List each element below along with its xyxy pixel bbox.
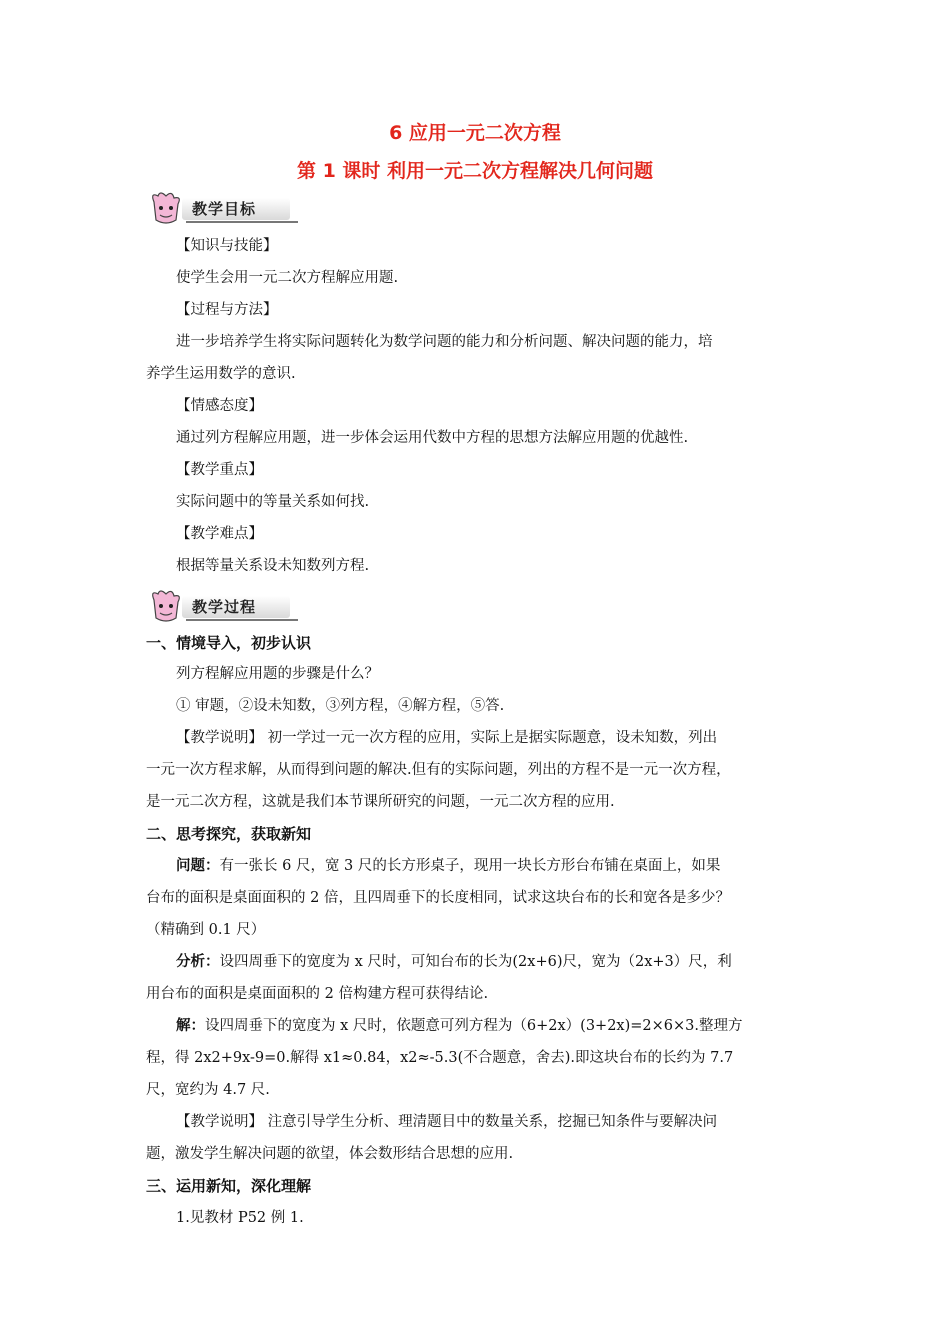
process-banner-label: 教学过程 <box>182 596 290 618</box>
banner-divider <box>186 221 298 223</box>
analysis-text: 设四周垂下的宽度为 x 尺时，可知台布的长为(2x+6)尺，宽为（2x+3）尺，利 <box>219 954 732 970</box>
solution-line <box>176 1016 743 1036</box>
goals-line: 通过列方程解应用题，进一步体会运用代数中方程的思想方法解应用题的优越性. <box>176 430 689 446</box>
paragraph-line: 【教学说明】 初一学过一元一次方程的应用，实际上是据实际题意，设未知数，列出 <box>176 730 718 746</box>
goals-banner-label: 教学目标 <box>182 198 290 220</box>
process-banner <box>146 588 296 628</box>
analysis-line <box>176 952 732 972</box>
main-title: 6 应用一元二次方程 <box>389 122 561 144</box>
sub-title: 第 1 课时 利用一元二次方程解决几何问题 <box>296 160 654 182</box>
note-line: 题，激发学生解决问题的欲望，体会数形结合思想的应用. <box>146 1146 514 1162</box>
section-heading: 一、情境导入，初步认识 <box>146 634 312 652</box>
solution-line: 尺，宽约为 4.7 尺. <box>146 1082 270 1098</box>
solution-label: 解： <box>176 1017 205 1034</box>
goals-line: 【过程与方法】 <box>176 302 278 318</box>
paragraph-line: 列方程解应用题的步骤是什么？ <box>176 666 379 682</box>
cartoon-icon <box>146 190 186 230</box>
goals-banner <box>146 190 296 230</box>
analysis-label: 分析： <box>176 953 220 970</box>
goals-line: 根据等量关系设未知数列方程. <box>176 558 370 574</box>
paragraph-line: ① 审题，②设未知数，③列方程，④解方程，⑤答. <box>176 698 505 714</box>
goals-line: 使学生会用一元二次方程解应用题. <box>176 270 399 286</box>
paragraph-line: 一元一次方程求解，从而得到问题的解决.但有的实际问题，列出的方程不是一元一次方程， <box>146 762 731 778</box>
solution-text: 设四周垂下的宽度为 x 尺时，依题意可列方程为（6+2x）(3+2x)=2×6×3.整理方 <box>205 1018 743 1034</box>
problem-line: （精确到 0.1 尺） <box>146 922 266 938</box>
note-line: 【教学说明】 注意引导学生分析、理清题目中的数量关系，挖掘已知条件与要解决问 <box>176 1114 718 1130</box>
cartoon-icon <box>146 588 186 628</box>
problem-text: 有一张长 6 尺，宽 3 尺的长方形桌子，现用一块长方形台布铺在桌面上，如果 <box>219 858 721 874</box>
goals-line: 养学生运用数学的意识. <box>146 366 296 382</box>
problem-label: 问题： <box>176 857 220 874</box>
section-heading: 三、运用新知，深化理解 <box>146 1177 312 1195</box>
section-heading: 二、思考探究，获取新知 <box>146 825 312 843</box>
problem-line: 台布的面积是桌面面积的 2 倍，且四周垂下的长度相同，试求这块台布的长和宽各是多少？ <box>146 890 730 906</box>
solution-line: 程，得 2x2+9x-9=0.解得 x1≈0.84，x2≈-5.3(不合题意，舍去).即这块台布的长约为 7.7 <box>146 1050 734 1066</box>
goals-line: 实际问题中的等量关系如何找. <box>176 494 370 510</box>
goals-line: 【知识与技能】 <box>176 238 278 254</box>
goals-line: 【教学难点】 <box>176 526 263 542</box>
goals-line: 【情感态度】 <box>176 398 263 414</box>
example-line: 1.见教材 P52 例 1. <box>176 1210 304 1226</box>
analysis-line: 用台布的面积是桌面面积的 2 倍构建方程可获得结论. <box>146 986 489 1002</box>
goals-line: 进一步培养学生将实际问题转化为数学问题的能力和分析问题、解决问题的能力，培 <box>176 334 713 350</box>
banner-divider <box>186 619 298 621</box>
paragraph-line: 是一元二次方程，这就是我们本节课所研究的问题，一元二次方程的应用. <box>146 794 615 810</box>
goals-line: 【教学重点】 <box>176 462 263 478</box>
problem-line <box>176 856 720 876</box>
